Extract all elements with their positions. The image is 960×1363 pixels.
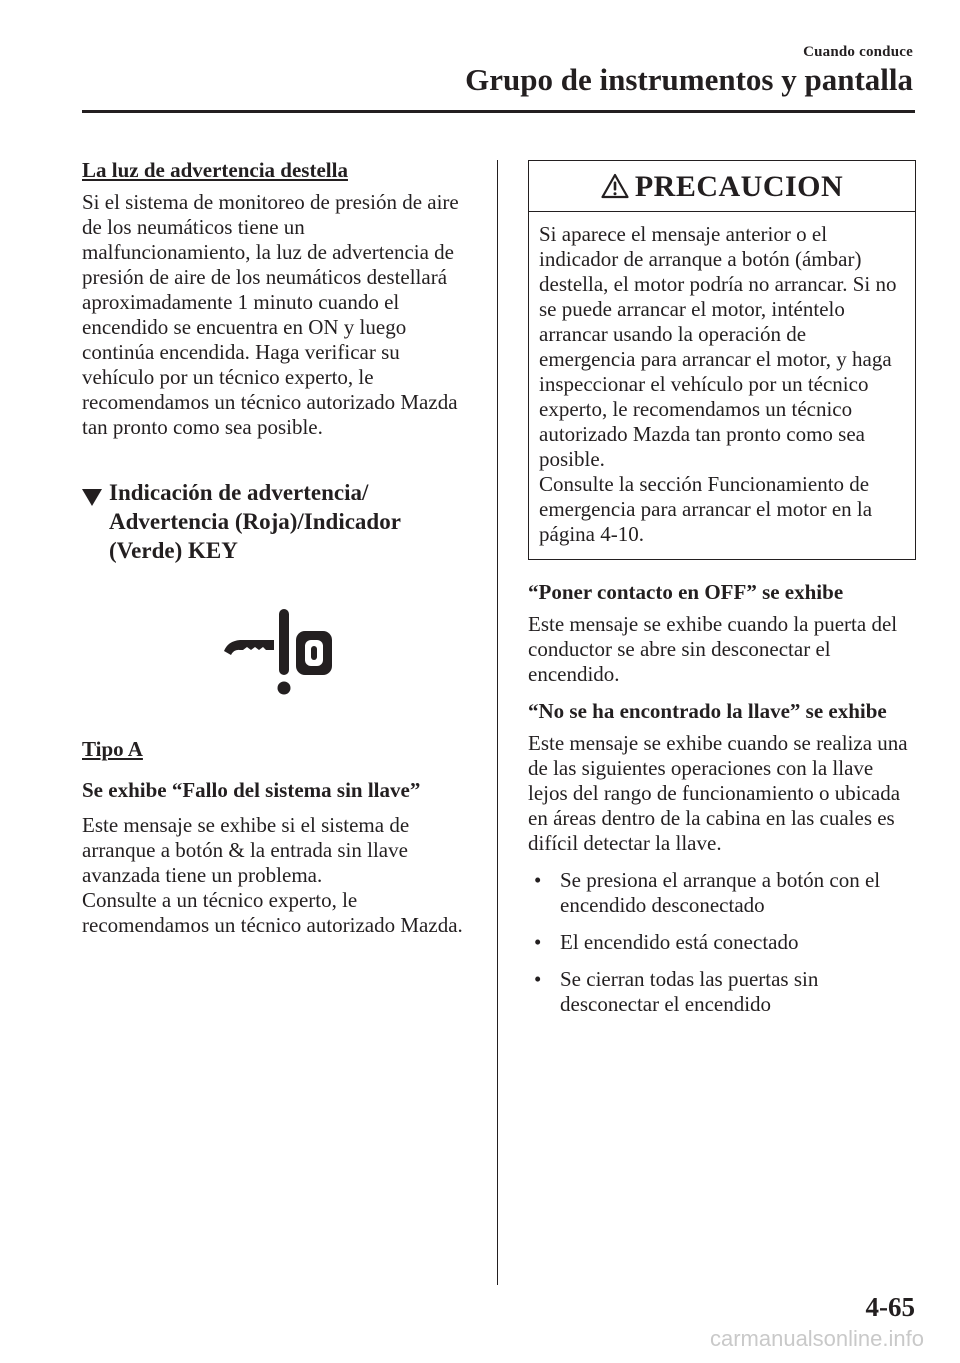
blinking-light-paragraph: Si el sistema de monitoreo de presión de aire de los neumáticos tiene un malfuncionamiento, la luz de advertencia de presión de aire de los neumáticos destellará aproximadamente 1 minuto cuando el encendido se encuentra en ON y luego continúa encendida. Haga verificar su vehículo por un técnico experto, le recomendamos un técnico autorizado Mazda tan pronto como sea posible.: [82, 190, 459, 439]
caution-title: PRECAUCION: [634, 169, 844, 203]
keyless-fault-heading: Se exhibe “Fallo del sistema sin llave”: [82, 778, 421, 802]
right-column: [528, 160, 916, 1029]
keyless-fault-text: Este mensaje se exhibe si el sistema de arranque a botón & la entrada sin llave avanzada tiene un problema. Consulte a un técnico experto, le recomendamos un técnico autorizado Mazda.: [82, 813, 463, 937]
bullet-list: [528, 868, 916, 1017]
warning-triangle-icon: [601, 173, 629, 199]
header-rule: [82, 110, 915, 113]
bullet-icon: •: [534, 930, 542, 954]
triangle-marker-icon: [82, 478, 109, 565]
list-item: • Se presiona el arranque a botón con el encendido desconectado: [528, 868, 916, 918]
page-number: 4-65: [865, 1292, 915, 1322]
caution-body: Si aparece el mensaje anterior o el indicador de arranque a botón (ámbar) destella, el motor podría no arrancar. Si no se puede arrancar el motor, inténtelo arrancar usando la operación de emergencia para arrancar el motor, y haga inspeccionar el vehículo por un técnico experto, le recomendamos un técnico autorizado Mazda tan pronto como sea posible. Consulte la sección Funcionamiento de emergencia para arrancar el motor en la página 4-10.: [539, 222, 897, 546]
contact-off-heading: “Poner contacto en OFF” se exhibe: [528, 580, 844, 604]
caution-box: [528, 160, 916, 560]
key-not-found-text: Este mensaje se exhibe cuando se realiza una de las siguientes operaciones con la llave lejos del rango de funcionamiento o ubicada en áreas dentro de la cabina en las cuales es difícil detectar la llave.: [528, 731, 908, 855]
caution-title-bar: [529, 161, 915, 212]
key-section-title: Indicación de advertencia/ Advertencia (Roja)/Indicador (Verde) KEY: [109, 480, 401, 563]
type-a-label: Tipo A: [82, 737, 143, 761]
column-divider: [497, 160, 498, 1285]
list-item: • El encendido está conectado: [528, 930, 916, 955]
list-item: • Se cierran todas las puertas sin desconectar el encendido: [528, 967, 916, 1017]
page-header-title: Grupo de instrumentos y pantalla: [465, 62, 913, 97]
watermark: carmanualsonline.info: [709, 1326, 924, 1351]
key-section-heading: [82, 478, 467, 565]
key-warning-icon: [222, 609, 467, 699]
header-section-label: Cuando conduce: [803, 44, 913, 60]
contact-off-text: Este mensaje se exhibe cuando la puerta del conductor se abre sin desconectar el encendido.: [528, 612, 898, 686]
left-column: [82, 158, 467, 950]
blinking-light-heading: La luz de advertencia destella: [82, 158, 348, 182]
bullet-icon: •: [534, 967, 542, 991]
key-not-found-heading: “No se ha encontrado la llave” se exhibe: [528, 699, 887, 723]
bullet-icon: •: [534, 868, 542, 892]
